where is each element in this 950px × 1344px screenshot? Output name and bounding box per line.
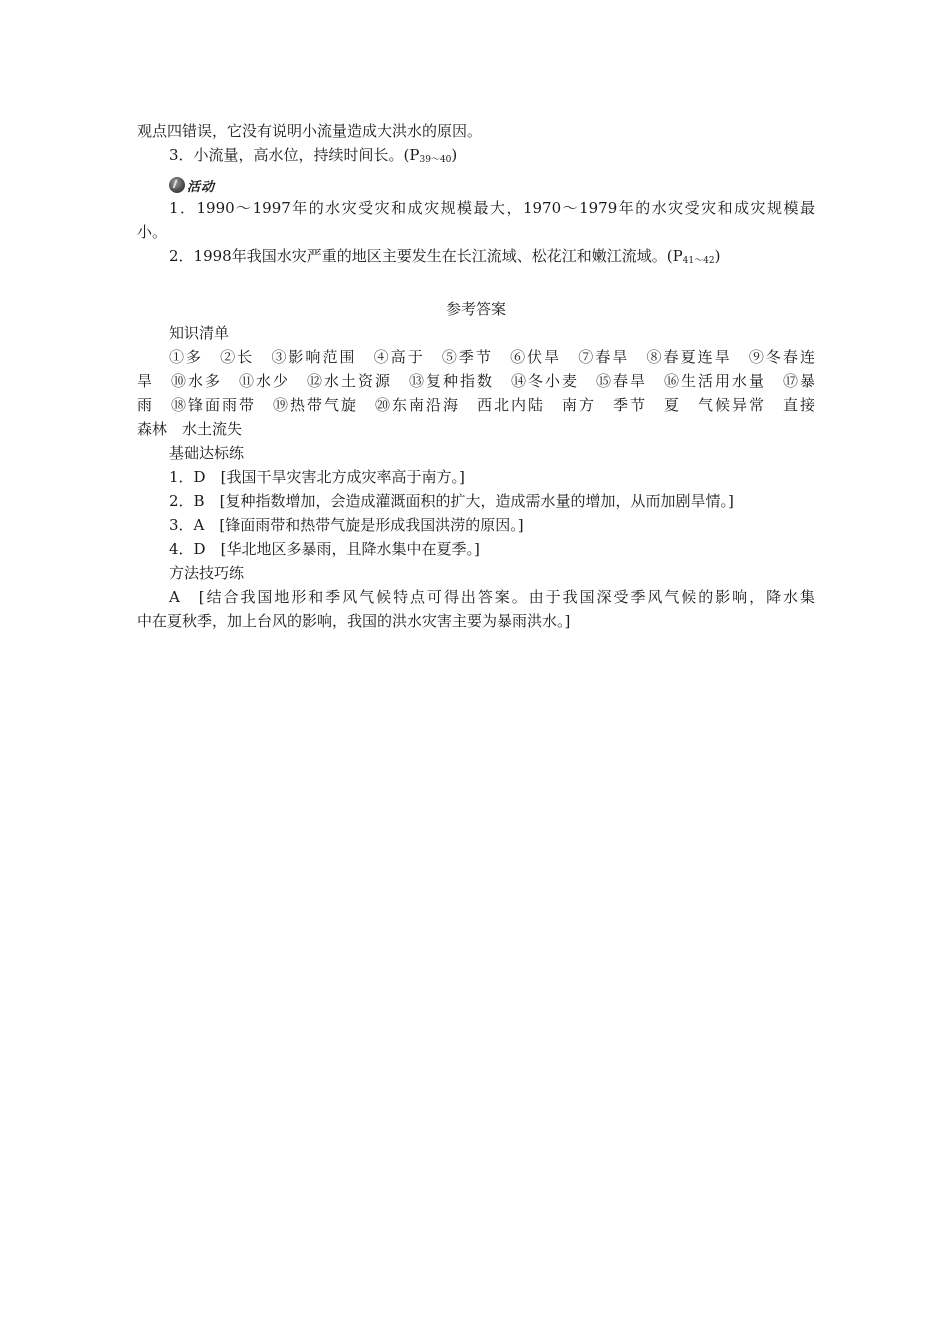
activity-badge-label: 活动: [187, 179, 216, 195]
method-heading: 方法技巧练: [169, 564, 245, 582]
document-page: [137, 119, 815, 633]
answer-item: 1．D [我国干旱灾害北方成灾率高于南方。]: [169, 468, 465, 486]
answer-item: A [结合我国地形和季风气候特点可得出答案。由于我国深受季风气候的影响，降水集: [169, 588, 815, 606]
basic-heading: 基础达标练: [169, 444, 245, 462]
page-ref-subscript: 39～40: [419, 155, 452, 165]
knowledge-heading: 知识清单: [169, 324, 230, 342]
text-line: 3．小流量，高水位，持续时间长。$(P_{39\sim 40})$: [169, 146, 458, 165]
text-line: 旱 ⑩水多 ⑪水少 ⑫水土资源 ⑬复种指数 ⑭冬小麦 ⑮春旱 ⑯生活用水量 ⑰暴: [137, 372, 815, 390]
activity-badge: [137, 174, 815, 196]
text-line: 观点四错误，它没有说明小流量造成大洪水的原因。: [137, 122, 483, 140]
text-line: 2．1998年我国水灾严重的地区主要发生在长江流域、松花江和嫩江流域。$(P_{41\sim 42})$: [169, 247, 721, 266]
text-line: 森林 水土流失: [137, 420, 243, 438]
activity-icon: [169, 177, 185, 193]
answers-title: 参考答案: [445, 300, 506, 318]
page-ref-subscript: 41～42: [682, 256, 715, 266]
answer-item: 3．A [锋面雨带和热带气旋是形成我国洪涝的原因。]: [169, 516, 524, 534]
answer-item: 4．D [华北地区多暴雨，且降水集中在夏季。]: [169, 540, 480, 558]
text-line: 小。: [137, 223, 168, 241]
text-line: 中在夏秋季，加上台风的影响，我国的洪水灾害主要为暴雨洪水。]: [137, 612, 571, 630]
answer-item: 2．B [复种指数增加，会造成灌溉面积的扩大，造成需水量的增加，从而加剧旱情。]: [169, 492, 734, 510]
text-line: 1．1990～1997年的水灾受灾和成灾规模最大，1970～1979年的水灾受灾和成灾规模最: [169, 199, 815, 217]
text-line: ①多 ②长 ③影响范围 ④高于 ⑤季节 ⑥伏旱 ⑦春旱 ⑧春夏连旱 ⑨冬春连: [169, 348, 815, 366]
text-line: 雨 ⑱锋面雨带 ⑲热带气旋 ⑳东南沿海 西北内陆 南方 季节 夏 气候异常 直接: [137, 396, 815, 414]
